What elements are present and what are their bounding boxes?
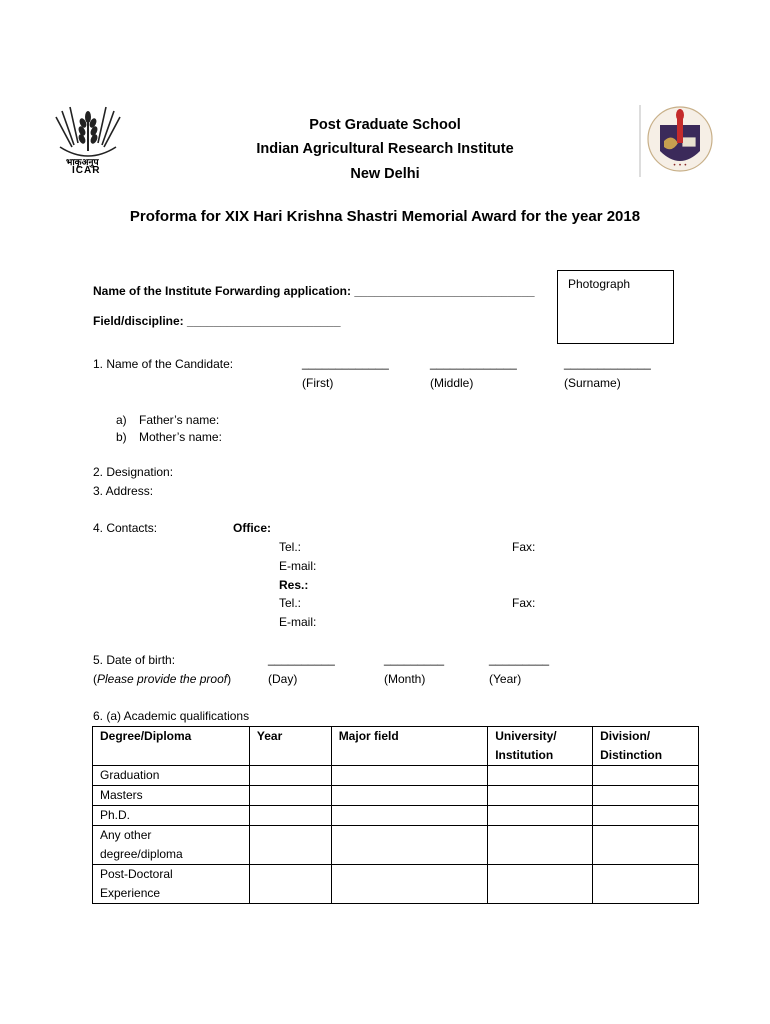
cell-university[interactable] — [488, 766, 593, 786]
first-name-caption: (First) — [302, 376, 334, 390]
office-fax-label: Fax: — [512, 540, 536, 554]
cell-division[interactable] — [593, 786, 699, 806]
photograph-box[interactable] — [557, 270, 674, 344]
father-marker: a) — [116, 413, 127, 427]
qualifications-label: 6. (a) Academic qualifications — [93, 709, 250, 723]
cell-year[interactable] — [249, 786, 331, 806]
row-label: Post-Doctoral Experience — [93, 865, 250, 904]
cell-university[interactable] — [488, 806, 593, 826]
cell-major[interactable] — [331, 865, 488, 904]
photograph-label: Photograph — [568, 277, 631, 291]
col-year: Year — [249, 727, 331, 766]
table-header-row — [93, 727, 699, 766]
cell-major[interactable] — [331, 826, 488, 865]
table-row[interactable] — [93, 865, 699, 904]
icar-logo-hindi: भाकृअनुप — [66, 157, 99, 167]
col-university: University/ Institution — [488, 727, 593, 766]
res-tel-label: Tel.: — [279, 596, 302, 610]
res-fax-label: Fax: — [512, 596, 536, 610]
row-label: Masters — [93, 786, 250, 806]
icar-logo-text: ICAR — [72, 165, 101, 176]
father-name-label: Father’s name: — [139, 413, 220, 427]
col-degree: Degree/Diploma — [93, 727, 250, 766]
cell-division[interactable] — [593, 865, 699, 904]
office-email-label: E-mail: — [279, 559, 317, 573]
table-row[interactable] — [93, 786, 699, 806]
dob-proof-note: (Please provide the proof) — [93, 672, 232, 686]
dob-day-blank[interactable]: __________ — [268, 652, 335, 666]
middle-name-caption: (Middle) — [430, 376, 474, 390]
dob-month-blank[interactable]: _________ — [384, 652, 445, 666]
dob-year-caption: (Year) — [489, 672, 522, 686]
cell-division[interactable] — [593, 766, 699, 786]
dob-day-caption: (Day) — [268, 672, 298, 686]
header-institute: Indian Agricultural Research Institute — [256, 141, 514, 157]
cell-major[interactable] — [331, 786, 488, 806]
header-school: Post Graduate School — [309, 117, 461, 133]
cell-university[interactable] — [488, 786, 593, 806]
dob-label: 5. Date of birth: — [93, 653, 176, 667]
residence-label: Res.: — [279, 578, 309, 592]
cell-university[interactable] — [488, 865, 593, 904]
cell-major[interactable] — [331, 806, 488, 826]
discipline-field[interactable]: Field/discipline: _______________________ — [93, 314, 341, 328]
cell-year[interactable] — [249, 806, 331, 826]
surname-blank[interactable]: _____________ — [564, 356, 651, 370]
row-label: Graduation — [93, 766, 250, 786]
cell-division[interactable] — [593, 826, 699, 865]
col-major-field: Major field — [331, 727, 488, 766]
table-row[interactable] — [93, 766, 699, 786]
row-label: Ph.D. — [93, 806, 250, 826]
cell-division[interactable] — [593, 806, 699, 826]
cell-major[interactable] — [331, 766, 488, 786]
form-title: Proforma for XIX Hari Krishna Shastri Memorial Award for the year 2018 — [129, 208, 641, 225]
col-division: Division/ Distinction — [593, 727, 699, 766]
qualifications-table — [92, 726, 699, 904]
svg-text:• • •: • • • — [672, 162, 688, 169]
dob-year-blank[interactable]: _________ — [489, 652, 550, 666]
dob-month-caption: (Month) — [384, 672, 426, 686]
mother-name-label: Mother’s name: — [139, 430, 222, 444]
cell-year[interactable] — [249, 865, 331, 904]
cell-year[interactable] — [249, 826, 331, 865]
candidate-name-label: 1. Name of the Candidate: — [93, 357, 234, 371]
table-row[interactable] — [93, 826, 699, 865]
row-label: Any other degree/diploma — [93, 826, 250, 865]
cell-year[interactable] — [249, 766, 331, 786]
header-city: New Delhi — [350, 166, 420, 182]
address-label: 3. Address: — [93, 484, 154, 498]
cell-university[interactable] — [488, 826, 593, 865]
middle-name-blank[interactable]: _____________ — [430, 356, 517, 370]
contacts-label: 4. Contacts: — [93, 521, 158, 535]
surname-caption: (Surname) — [564, 376, 621, 390]
office-tel-label: Tel.: — [279, 540, 302, 554]
designation-label: 2. Designation: — [93, 465, 174, 479]
institute-field[interactable]: Name of the Institute Forwarding application: ___________________________ — [93, 284, 535, 298]
table-row[interactable] — [93, 806, 699, 826]
res-email-label: E-mail: — [279, 615, 317, 629]
first-name-blank[interactable]: _____________ — [302, 356, 389, 370]
office-label: Office: — [233, 521, 272, 535]
mother-marker: b) — [116, 430, 127, 444]
